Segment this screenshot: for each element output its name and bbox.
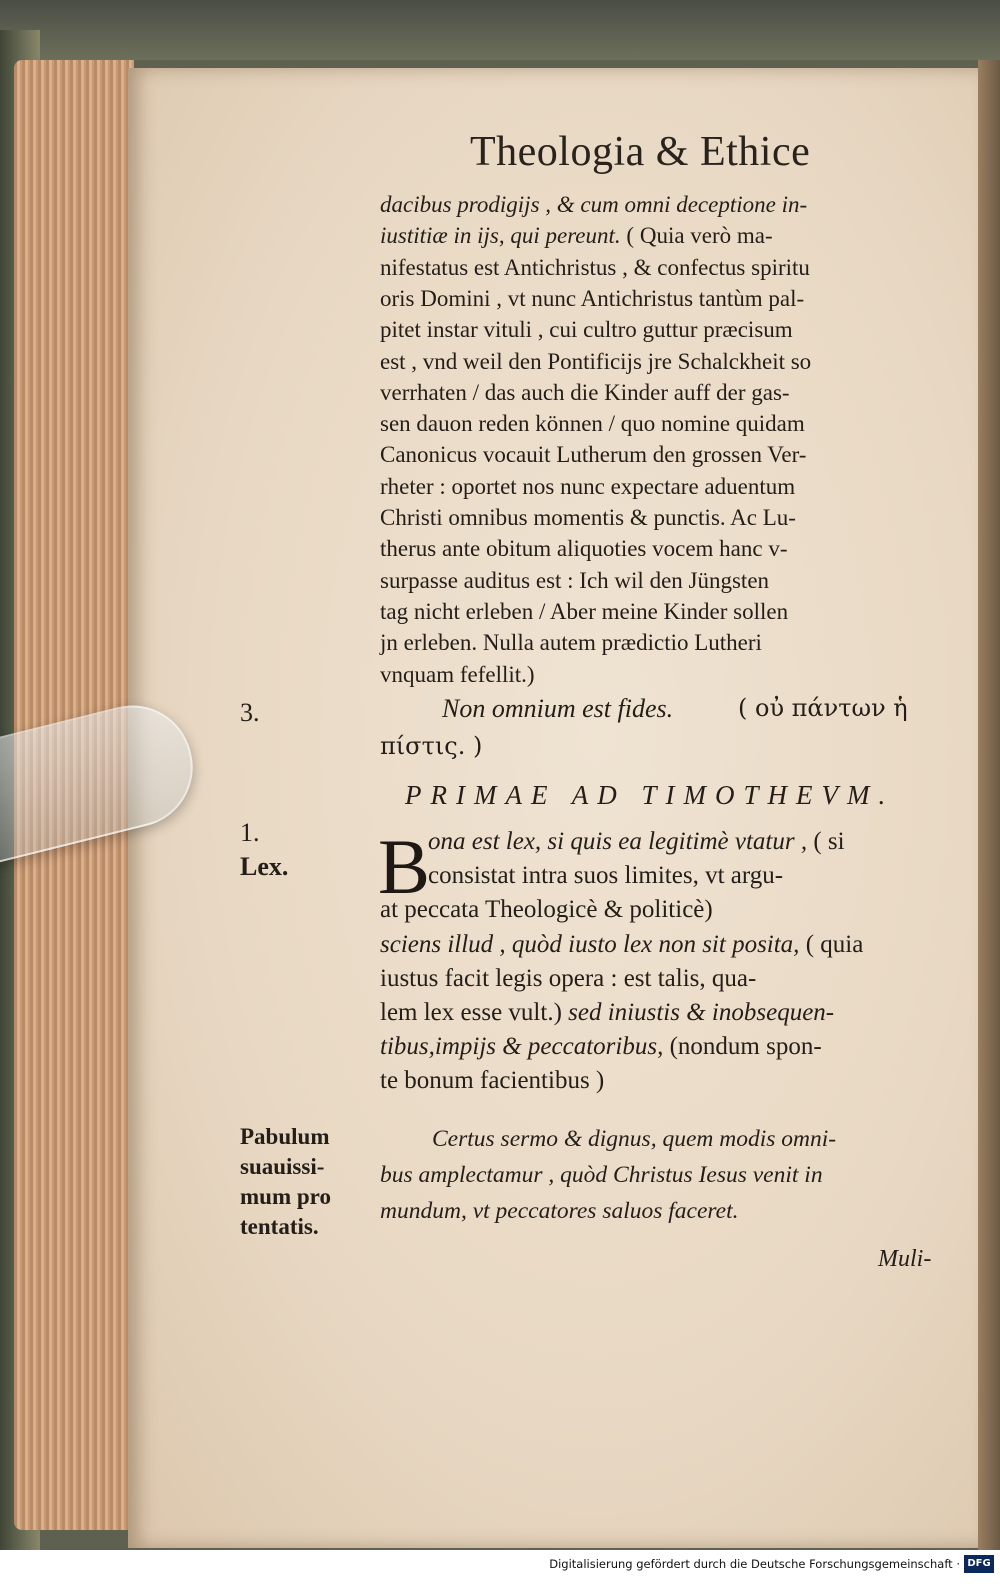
main-text-line [380,505,796,531]
main-text-segment: therus ante obitum aliquoties vocem hanc v- [380,536,788,562]
main-text-segment: Canonicus vocauit Lutherum den grossen Ver- [380,442,807,468]
item1-text-line [380,1033,822,1061]
margin-pabulum-line: suauissi- [240,1154,325,1179]
margin-pabulum-line: Pabulum [240,1124,330,1149]
item1-text-segment: lem lex esse vult.) [380,999,569,1026]
item1-text-segment: (nondum spon- [669,1033,822,1061]
margin-number-3: 3. [240,698,260,727]
main-text-segment: sen dauon reden können / quo nomine quidam [380,411,805,437]
item3-line2: πίστις. ) [380,732,483,760]
item1-text-line [380,896,713,924]
main-text-segment: est , vnd weil den Pontificijs jre Schalckheit so [380,348,812,374]
margin-pabulum-line: mum pro [240,1184,331,1209]
item3-line1 [442,694,942,724]
main-text-segment: rheter : oportet nos nunc expectare aduentum [380,473,796,499]
main-text-segment: oris Domini , vt nunc Antichristus tantùm pal- [380,285,805,311]
margin-label-lex: Lex. [240,852,289,881]
main-text-line [380,568,769,594]
main-text-line [380,223,773,249]
running-head: Theologia & Ethice [470,129,811,175]
pabulum-text-line: bus amplectamur , quòd Christus Iesus venit in [380,1162,823,1188]
main-text-segment: nifestatus est Antichristus , & confectus spiritu [380,254,810,280]
footer-credit: Digitalisierung gefördert durch die Deutsche Forschungsgemeinschaft · [549,1557,960,1571]
main-text-line [380,411,805,437]
main-text-segment: tag nicht erleben / Aber meine Kinder sollen [380,598,789,624]
item1-text-line [380,965,756,993]
item1-text-line [428,862,783,890]
item1-text-segment: at peccata Theologicè & politicè) [380,896,713,924]
dfg-logo: DFG [964,1555,994,1573]
main-text-segment: vnquam fefellit.) [380,661,535,687]
main-text-line [380,536,788,562]
drop-cap-b: B [378,823,431,910]
item1-text-line [380,999,834,1027]
main-text-segment: dacibus prodigijs , & cum omni deceptione in- [380,192,808,217]
item1-text-segment: te bonum facientibus ) [380,1067,605,1095]
main-text-line [380,349,811,375]
main-text-line [380,286,804,312]
main-text-segment: jn erleben. Nulla autem prædictio Lutheri [380,630,762,656]
right-page-edge [978,60,1000,1560]
item1-text-line [428,828,845,856]
item1-text-segment: sciens illud , quòd iusto lex non sit posita, [380,930,806,958]
main-text-line [380,474,795,500]
section-heading: PRIMAE AD TIMOTHEVM. [405,780,895,810]
main-text-line [380,599,788,625]
item1-text-line [380,1067,604,1095]
catchword: Muli- [878,1246,932,1272]
item3-greek: ( οὐ πάντων ἡ [738,694,908,722]
main-text-segment: ( Quia verò ma- [626,223,773,249]
main-text-line [380,317,793,343]
item1-text-segment: tibus,impijs & peccatoribus, [380,1033,670,1061]
item1-text-segment: sed iniustis & inobsequen- [568,999,835,1026]
main-text-segment: surpasse auditus est : Ich wil den Jüngsten [380,567,770,593]
main-text-segment: verrhaten / das auch die Kinder auff der gas- [380,379,790,405]
margin-number-1: 1. [240,818,260,847]
main-text-line [380,662,535,688]
pabulum-text-line: mundum, vt peccatores saluos faceret. [380,1198,739,1224]
margin-pabulum-line: tentatis. [240,1214,319,1239]
item3-latin: Non omnium est fides. [442,694,674,723]
main-text-line [380,192,807,218]
top-shadow [0,0,1000,60]
item1-text-segment: ( quia [805,930,864,958]
item1-text-segment: ( si [813,828,845,855]
main-text-segment: pitet instar vituli , cui cultro guttur præcisum [380,317,793,343]
main-text-segment: Christi omnibus momentis & punctis. Ac Lu- [380,505,796,530]
main-text-line [380,442,806,468]
item1-text-segment: consistat intra suos limites, vt argu- [428,862,784,890]
main-text-line [380,380,790,406]
main-text-line [380,255,810,281]
main-text-segment: iustitiæ in ijs, qui pereunt. [380,223,627,249]
pabulum-text-line: Certus sermo & dignus, quem modis omni- [432,1126,837,1152]
item1-text-segment: iustus facit legis opera : est talis, qua- [380,964,757,992]
main-text-line [380,630,762,656]
item1-text-segment: ona est lex, si quis ea legitimè vtatur , [428,828,814,855]
item1-text-line [380,931,863,959]
